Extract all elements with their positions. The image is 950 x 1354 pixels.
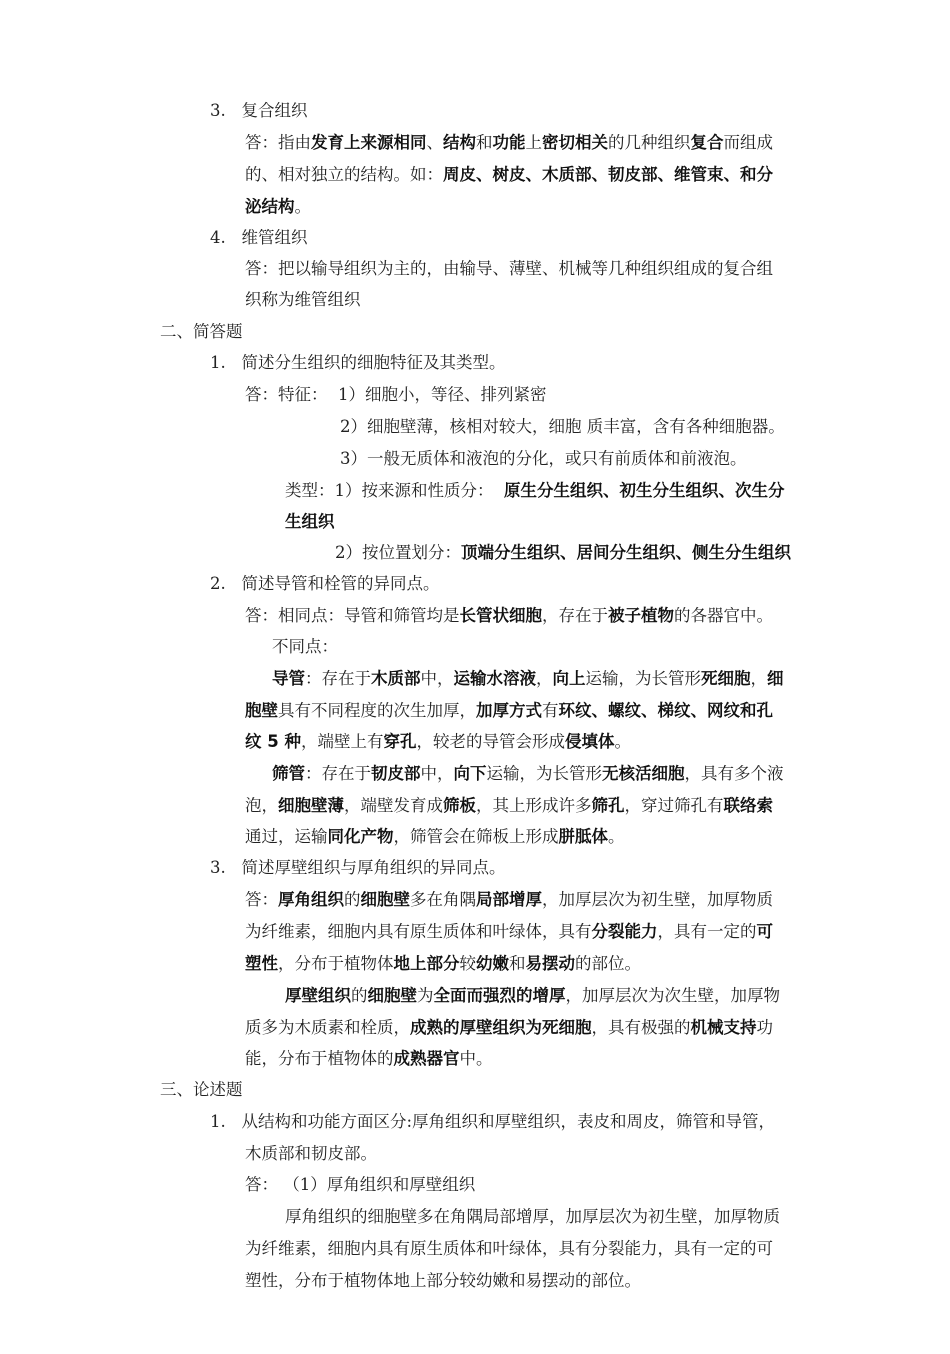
bold-term: 被子植物 xyxy=(608,606,674,625)
bold-term: 联络索 xyxy=(723,796,773,815)
bold-term: 原生分生组织、初生分生组织、次生分 xyxy=(504,481,785,500)
text-run: ，加厚层次为初生壁，加厚物质 xyxy=(542,890,773,909)
text-run: 2）按位置划分： xyxy=(335,543,461,562)
text-run: ，分布于植物体 xyxy=(278,954,394,973)
bold-term: 分裂能力 xyxy=(591,922,658,941)
bold-term: 细胞壁 xyxy=(367,986,417,1005)
text-run: 、 xyxy=(426,133,443,152)
text-run: 答：指由 xyxy=(245,133,311,152)
text-run: ，存在于 xyxy=(542,606,608,625)
text-run: 的几种组织 xyxy=(608,133,691,152)
text-run: 能，分布于植物体的 xyxy=(245,1049,394,1068)
bold-term: 胞壁 xyxy=(245,701,278,720)
line-l36: 厚角组织的细胞壁多在角隅局部增厚，加厚层次为初生壁，加厚物质 xyxy=(285,1207,780,1226)
section-heading: 二、简答题 xyxy=(160,322,243,341)
text-run: 多在角隅 xyxy=(410,890,476,909)
text-run: ，筛管会在筛板上形成 xyxy=(393,827,559,846)
line-l29 xyxy=(285,985,780,1007)
line-l37: 为纤维素，细胞内具有原生质体和叶绿体，具有分裂能力，具有一定的可 xyxy=(245,1239,773,1258)
line-l18: 不同点： xyxy=(272,637,338,656)
line-l25: 3. 简述厚壁组织与厚角组织的异同点。 xyxy=(210,858,506,877)
bold-term: 长管状细胞 xyxy=(459,606,542,625)
line-l6: 答：把以输导组织为主的，由输导、薄壁、机械等几种组织组成的复合组 xyxy=(245,259,773,278)
line-l30 xyxy=(245,1017,773,1039)
text-run: ，具有一定的 xyxy=(657,922,757,941)
bold-term: 穿孔 xyxy=(383,732,417,751)
bold-term: 成熟器官 xyxy=(393,1049,460,1068)
bold-term: 筛管 xyxy=(272,764,305,783)
text-run: ：存在于 xyxy=(305,669,371,688)
text-run: 较 xyxy=(459,954,476,973)
text-run: 为 xyxy=(417,986,434,1005)
text-run: 。 xyxy=(608,827,625,846)
line-l5: 4. 维管组织 xyxy=(210,228,308,247)
text-run: 和 xyxy=(476,133,493,152)
bold-term: 向上 xyxy=(552,669,586,688)
bold-term: 细胞壁 xyxy=(360,890,410,909)
text-run: ，端壁发育成 xyxy=(344,796,443,815)
bold-term: 无核活细胞 xyxy=(602,764,685,783)
bold-term: 向下 xyxy=(453,764,487,783)
bold-term: 机械支持 xyxy=(690,1018,757,1037)
bold-term: 加厚方式 xyxy=(476,701,542,720)
text-run: 。 xyxy=(294,197,311,216)
text-run: 答：相同点：导管和筛管均是 xyxy=(245,606,460,625)
section-heading: 三、论述题 xyxy=(160,1080,243,1099)
bold-term: 地上部分 xyxy=(393,954,460,973)
bold-term: 环纹、螺纹、梯纹、网纹和孔 xyxy=(558,701,773,720)
text-run: ，较老的导管会形成 xyxy=(416,732,565,751)
text-run: ，具有多个液 xyxy=(684,764,784,783)
bold-term: 木质部 xyxy=(371,669,421,688)
bold-term: 全面而强烈的增厚 xyxy=(433,986,566,1005)
bold-term: 运输水溶液 xyxy=(453,669,536,688)
bold-term: 同化产物 xyxy=(327,827,394,846)
text-run: 质多为木质素和栓质， xyxy=(245,1018,410,1037)
line-l20 xyxy=(245,700,773,722)
text-run: 的各器官中。 xyxy=(674,606,773,625)
bold-term: 筛板 xyxy=(443,796,476,815)
line-l33: 1. 从结构和功能方面区分:厚角组织和厚壁组织，表皮和周皮，筛管和导管， xyxy=(210,1112,776,1131)
line-l11: 2）细胞壁薄，核相对较大，细胞 质丰富，含有各种细胞器。 xyxy=(340,417,785,436)
bold-term: 筛孔 xyxy=(591,796,625,815)
bold-term: 导管 xyxy=(272,669,305,688)
line-l14 xyxy=(285,511,335,533)
line-l12: 3）一般无质体和液泡的分化，或只有前质体和前液泡。 xyxy=(340,449,747,468)
bold-term: 局部增厚 xyxy=(476,890,542,909)
bold-term: 可 xyxy=(756,922,773,941)
text-run: 功 xyxy=(756,1018,773,1037)
bold-term: 成熟的厚壁组织为死细胞 xyxy=(410,1018,592,1037)
bold-term: 结构 xyxy=(443,133,476,152)
line-l10: 答：特征： 1）细胞小，等径、排列紧密 xyxy=(245,385,547,404)
line-l23 xyxy=(245,795,773,817)
text-run: ， xyxy=(536,669,553,688)
text-run: 具有不同程度的次生加厚， xyxy=(278,701,476,720)
line-l38: 塑性，分布于植物体地上部分较幼嫩和易摆动的部位。 xyxy=(245,1271,641,1290)
text-run: 的 xyxy=(351,986,368,1005)
text-run: 答： xyxy=(245,890,278,909)
text-run: 泡， xyxy=(245,796,278,815)
text-run: ，具有极强的 xyxy=(591,1018,691,1037)
line-l2 xyxy=(245,132,773,154)
bold-term: 顶端分生组织、居间分生组织、侧生分生组织 xyxy=(461,543,791,562)
bold-term: 发育上来源相同 xyxy=(311,133,427,152)
text-run: ：存在于 xyxy=(305,764,371,783)
text-run: 而组成 xyxy=(723,133,773,152)
text-run: 中， xyxy=(420,669,454,688)
text-run: ，加厚层次为次生壁，加厚物 xyxy=(565,986,780,1005)
text-run: 运输，为长管形 xyxy=(585,669,701,688)
bold-term: 细胞壁薄 xyxy=(278,796,344,815)
text-run: 和 xyxy=(509,954,526,973)
bold-term: 厚壁组织 xyxy=(285,986,351,1005)
text-run: ，穿过筛孔有 xyxy=(624,796,724,815)
bold-term: 生组织 xyxy=(285,512,335,531)
bold-term: 死细胞 xyxy=(701,669,751,688)
text-run: 运输，为长管形 xyxy=(486,764,602,783)
line-l1: 3. 复合组织 xyxy=(210,101,308,120)
text-run: 。 xyxy=(614,732,631,751)
line-l22 xyxy=(272,763,784,785)
bold-term: 易摆动 xyxy=(525,954,575,973)
bold-term: 周皮、树皮、木质部、韧皮部、维管束、和分 xyxy=(443,165,773,184)
bold-term: 纹 5 种 xyxy=(245,732,301,751)
line-l35: 答： （1）厚角组织和厚壁组织 xyxy=(245,1175,476,1194)
line-l31 xyxy=(245,1048,493,1070)
line-l17 xyxy=(245,605,773,627)
text-run: ，其上形成许多 xyxy=(476,796,592,815)
text-run: ， xyxy=(750,669,767,688)
line-l4 xyxy=(245,196,311,218)
line-l28 xyxy=(245,953,641,975)
text-run: 上 xyxy=(525,133,542,152)
line-l3 xyxy=(245,164,773,186)
line-l15 xyxy=(335,542,791,564)
text-run: 中。 xyxy=(459,1049,493,1068)
line-l27 xyxy=(245,921,773,943)
bold-term: 厚角组织 xyxy=(278,890,344,909)
bold-term: 塑性 xyxy=(245,954,278,973)
text-run: 的、相对独立的结构。如： xyxy=(245,165,443,184)
bold-term: 泌结构 xyxy=(245,197,295,216)
text-run: 有 xyxy=(542,701,559,720)
bold-term: 侵填体 xyxy=(564,732,615,751)
line-l7: 织称为维管组织 xyxy=(245,290,361,309)
line-l9: 1. 简述分生组织的细胞特征及其类型。 xyxy=(210,353,506,372)
bold-term: 复合 xyxy=(690,133,724,152)
text-run: 通过，运输 xyxy=(245,827,328,846)
text-run: 的部位。 xyxy=(575,954,641,973)
bold-term: 细 xyxy=(767,669,784,688)
bold-term: 胼胝体 xyxy=(558,827,608,846)
line-l34: 木质部和韧皮部。 xyxy=(245,1144,377,1163)
line-l24 xyxy=(245,826,625,848)
bold-term: 密切相关 xyxy=(542,133,608,152)
line-l19 xyxy=(272,668,784,690)
text-run: 中， xyxy=(420,764,454,783)
bold-term: 功能 xyxy=(492,133,526,152)
text-run: 类型：1）按来源和性质分： xyxy=(285,481,504,500)
line-l21 xyxy=(245,731,631,753)
line-l16: 2. 简述导管和栓管的异同点。 xyxy=(210,574,440,593)
bold-term: 幼嫩 xyxy=(476,954,509,973)
line-l26 xyxy=(245,889,773,911)
bold-term: 韧皮部 xyxy=(371,764,421,783)
text-run: 的 xyxy=(344,890,361,909)
text-run: ，端壁上有 xyxy=(300,732,384,751)
text-run: 为纤维素，细胞内具有原生质体和叶绿体，具有 xyxy=(245,922,592,941)
line-l13 xyxy=(285,480,785,502)
